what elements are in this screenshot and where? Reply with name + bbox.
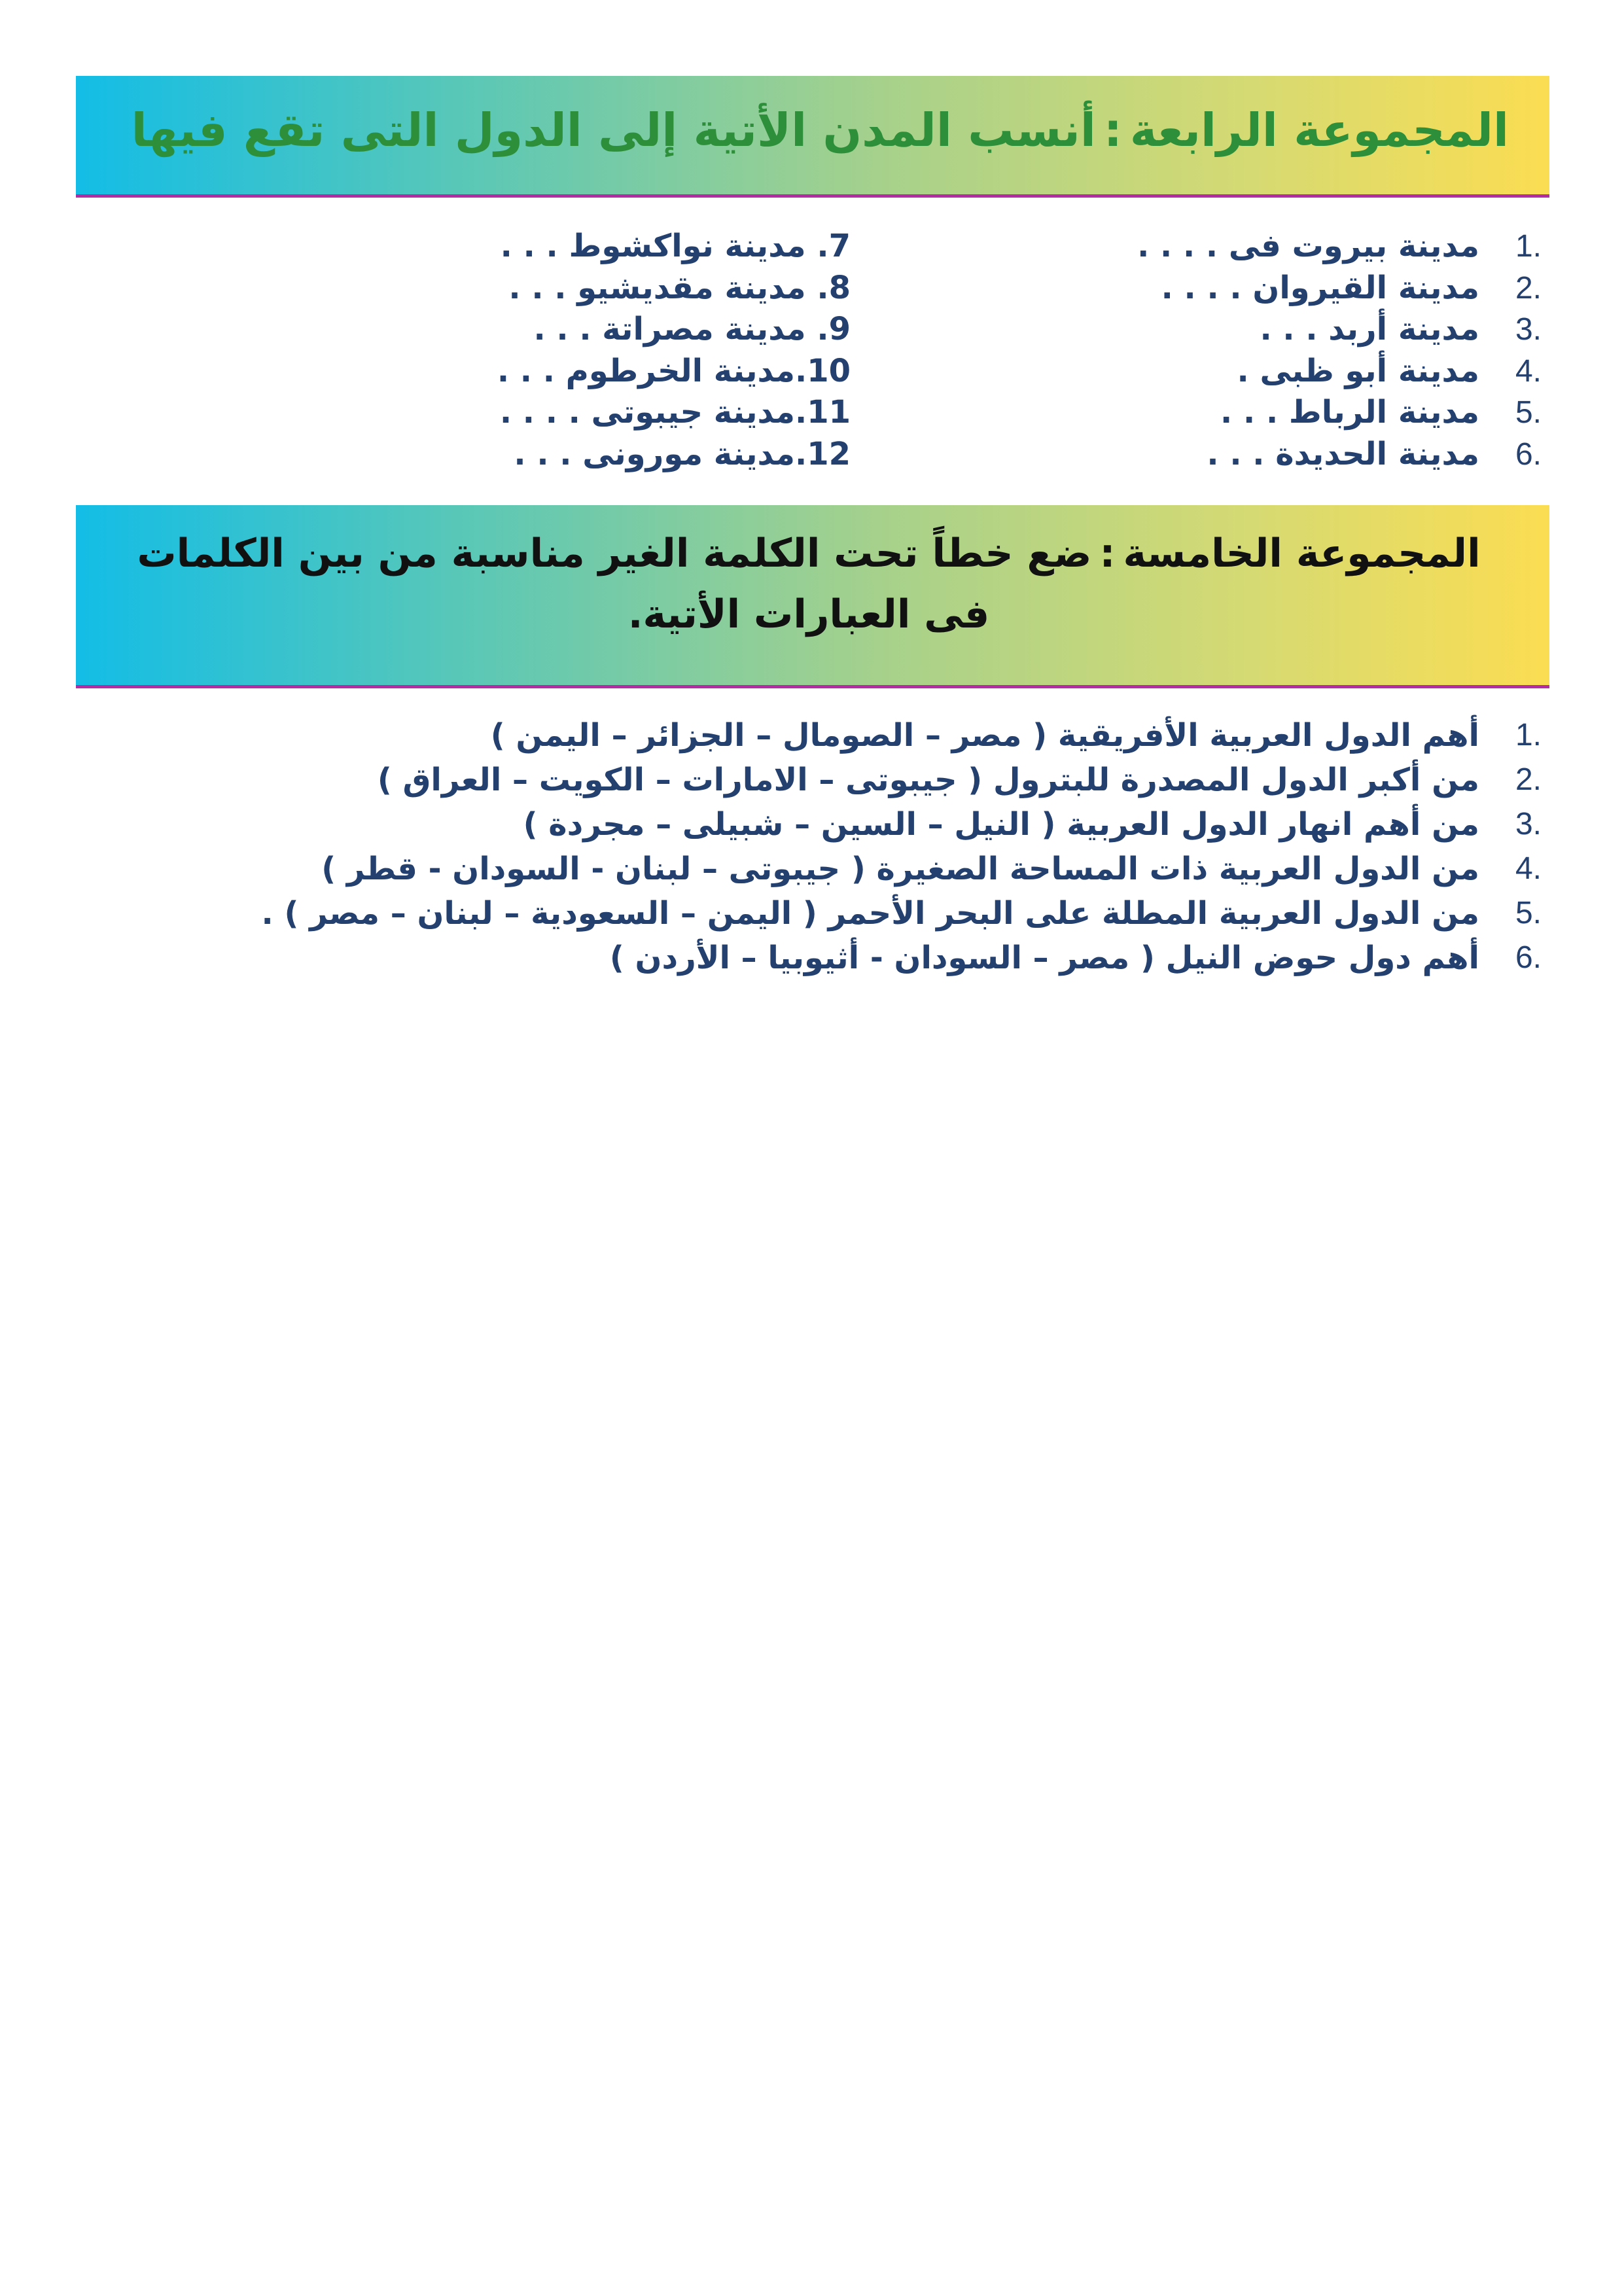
group5-title bbox=[109, 523, 1509, 645]
group5-header-banner bbox=[76, 505, 1549, 688]
group4-item-1 bbox=[1123, 226, 1542, 268]
group4-right-column bbox=[1123, 226, 1542, 475]
group4-item-7: 7. مدينة نواكشوط . . . bbox=[500, 228, 851, 264]
group4-item-3 bbox=[1123, 309, 1542, 351]
group4-title-colon: : bbox=[1103, 103, 1122, 157]
item-number: 5. bbox=[1515, 896, 1542, 930]
item-number: 6. bbox=[1515, 436, 1542, 472]
item-number: 2. bbox=[1515, 270, 1542, 306]
item-text: مدينة بيروت فى . . . . bbox=[1137, 228, 1479, 264]
item-text: مدينة أبو ظبى . bbox=[1237, 352, 1479, 389]
item-number: 5. bbox=[1515, 395, 1542, 430]
group4-item-12: 12.مدينة مورونى . . . bbox=[514, 435, 851, 472]
group4-item-2 bbox=[1123, 268, 1542, 309]
item-text: أهم دول حوض النيل ( مصر – السودان - أثيوبيا – الأردن ) bbox=[609, 940, 1479, 976]
item-text: مدينة أربد . . . bbox=[1260, 311, 1479, 347]
item-number: 3. bbox=[1515, 807, 1542, 841]
group4-item-5 bbox=[1123, 392, 1542, 434]
item-number: 2. bbox=[1515, 762, 1542, 797]
group4-item-10: 10.مدينة الخرطوم . . . bbox=[497, 352, 851, 389]
item-number: 6. bbox=[1515, 940, 1542, 975]
group5-statements-list bbox=[200, 713, 1542, 980]
group4-item-11: 11.مدينة جيبوتى . . . . bbox=[499, 394, 851, 431]
group5-title-colon: : bbox=[1099, 531, 1116, 576]
group4-title-label: المجموعة الرابعة bbox=[1129, 103, 1509, 157]
item-number: 1. bbox=[1515, 229, 1542, 264]
item-number: 4. bbox=[1515, 851, 1542, 886]
group4-item-8: 8. مدينة مقديشيو . . . bbox=[508, 269, 851, 306]
group4-title-instruction: أنسب المدن الأتية إلى الدول التى تقع فيها bbox=[131, 103, 1096, 157]
item-text: مدينة الرباط . . . bbox=[1220, 394, 1479, 431]
item-text: أهم الدول العربية الأفريقية ( مصر – الصومال – الجزائر – اليمن ) bbox=[490, 717, 1479, 754]
item-text: من الدول العربية المطلة على البحر الأحمر ( اليمن – السعودية – لبنان – مصر ) . bbox=[261, 895, 1479, 932]
group5-item-1 bbox=[200, 713, 1542, 758]
group4-left-column bbox=[445, 226, 851, 475]
group5-title-instruction: ضع خطاً تحت الكلمة الغير مناسبة من بين الكلمات فى العبارات الأتية. bbox=[137, 531, 1092, 637]
item-number: 3. bbox=[1515, 312, 1542, 347]
group4-item-6 bbox=[1123, 434, 1542, 476]
group5-title-label: المجموعة الخامسة bbox=[1123, 531, 1481, 576]
item-text: مدينة الحديدة . . . bbox=[1207, 435, 1479, 472]
group4-header-banner bbox=[76, 76, 1549, 198]
item-text: من أكبر الدول المصدرة للبترول ( جيبوتى – الامارات – الكويت – العراق ) bbox=[377, 762, 1479, 798]
group5-item-3 bbox=[200, 802, 1542, 847]
item-text: من الدول العربية ذات المساحة الصغيرة ( جيبوتى – لبنان - السودان - قطر ) bbox=[321, 851, 1479, 887]
group5-item-6 bbox=[200, 936, 1542, 980]
item-number: 4. bbox=[1515, 353, 1542, 389]
group4-item-9: 9. مدينة مصراتة . . . bbox=[533, 311, 851, 347]
item-text: مدينة القيروان . . . . bbox=[1161, 269, 1479, 306]
item-text: من أهم انهار الدول العربية ( النيل – السين – شبيلى – مجردة ) bbox=[523, 806, 1479, 843]
group4-item-4 bbox=[1123, 351, 1542, 393]
group4-title bbox=[109, 101, 1509, 160]
group5-item-2 bbox=[200, 758, 1542, 802]
group5-item-4 bbox=[200, 847, 1542, 891]
group5-item-5 bbox=[200, 891, 1542, 936]
item-number: 1. bbox=[1515, 718, 1542, 752]
